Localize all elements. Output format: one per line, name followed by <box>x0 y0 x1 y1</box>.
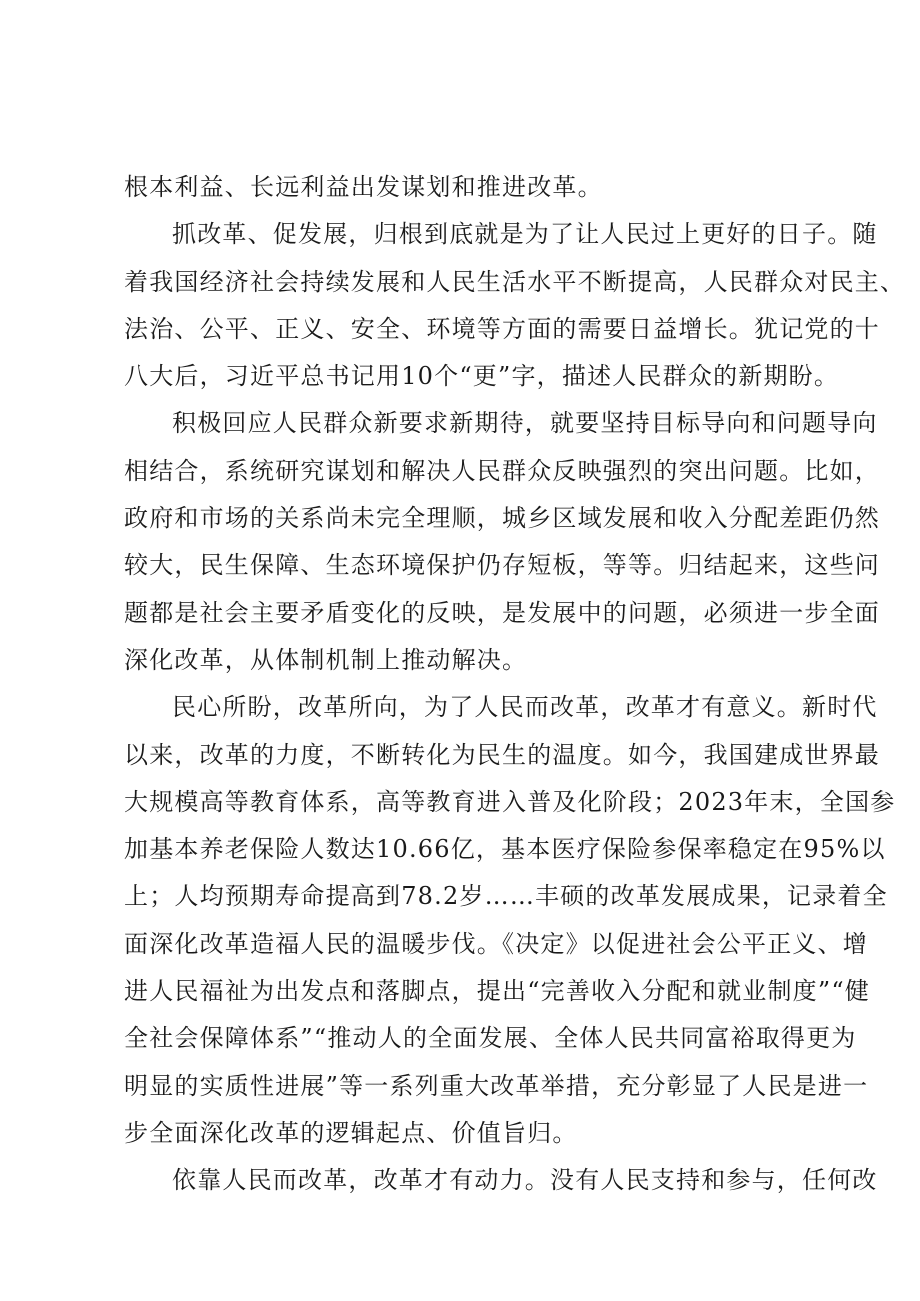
text-line: 法治、公平、正义、安全、环境等方面的需要日益增长。犹记党的十 <box>124 314 880 343</box>
text-line: 大规模高等教育体系，高等教育进入普及化阶段；2023年末，全国参 <box>124 787 896 816</box>
text-line: 着我国经济社会持续发展和人民生活水平不断提高，人民群众对民主、 <box>124 267 906 296</box>
text-line: 依靠人民而改革，改革才有动力。没有人民支持和参与，任何改 <box>172 1166 878 1195</box>
text-line: 抓改革、促发展，归根到底就是为了让人民过上更好的日子。随 <box>172 220 878 249</box>
text-line: 面深化改革造福人民的温暖步伐。《决定》以促进社会公平正义、增 <box>124 929 868 958</box>
text-line: 较大，民生保障、生态环境保护仍存短板，等等。归结起来，这些问 <box>124 551 880 580</box>
text-line: 步全面深化改革的逻辑起点、价值旨归。 <box>124 1118 578 1147</box>
text-line: 题都是社会主要矛盾变化的反映，是发展中的问题，必须进一步全面 <box>124 598 880 627</box>
text-line: 积极回应人民群众新要求新期待，就要坚持目标导向和问题导向 <box>172 409 878 438</box>
text-line: 加基本养老保险人数达10.66亿，基本医疗保险参保率稳定在95%以 <box>124 835 886 864</box>
text-line: 根本利益、长远利益出发谋划和推进改革。 <box>124 173 603 201</box>
text-line: 深化改革，从体制机制上推动解决。 <box>124 645 528 674</box>
text-line: 八大后，习近平总书记用10个“更”字，描述人民群众的新期盼。 <box>124 362 840 391</box>
text-line: 民心所盼，改革所向，为了人民而改革，改革才有意义。新时代 <box>172 693 878 722</box>
text-line: 以来，改革的力度，不断转化为民生的温度。如今，我国建成世界最 <box>124 740 880 769</box>
text-line: 明显的实质性进展”等一系列重大改革举措，充分彰显了人民是进一 <box>124 1071 869 1100</box>
text-line: 上；人均预期寿命提高到78.2岁……丰硕的改革发展成果，记录着全 <box>124 882 888 911</box>
text-line: 相结合，系统研究谋划和解决人民群众反映强烈的突出问题。比如， <box>124 456 880 485</box>
body-text <box>124 164 906 1205</box>
text-line: 政府和市场的关系尚未完全理顺，城乡区域发展和收入分配差距仍然 <box>124 504 880 533</box>
text-line: 全社会保障体系”“推动人的全面发展、全体人民共同富裕取得更为 <box>124 1024 857 1053</box>
text-line: 进人民福祉为出发点和落脚点，提出“完善收入分配和就业制度”“健 <box>124 977 871 1006</box>
